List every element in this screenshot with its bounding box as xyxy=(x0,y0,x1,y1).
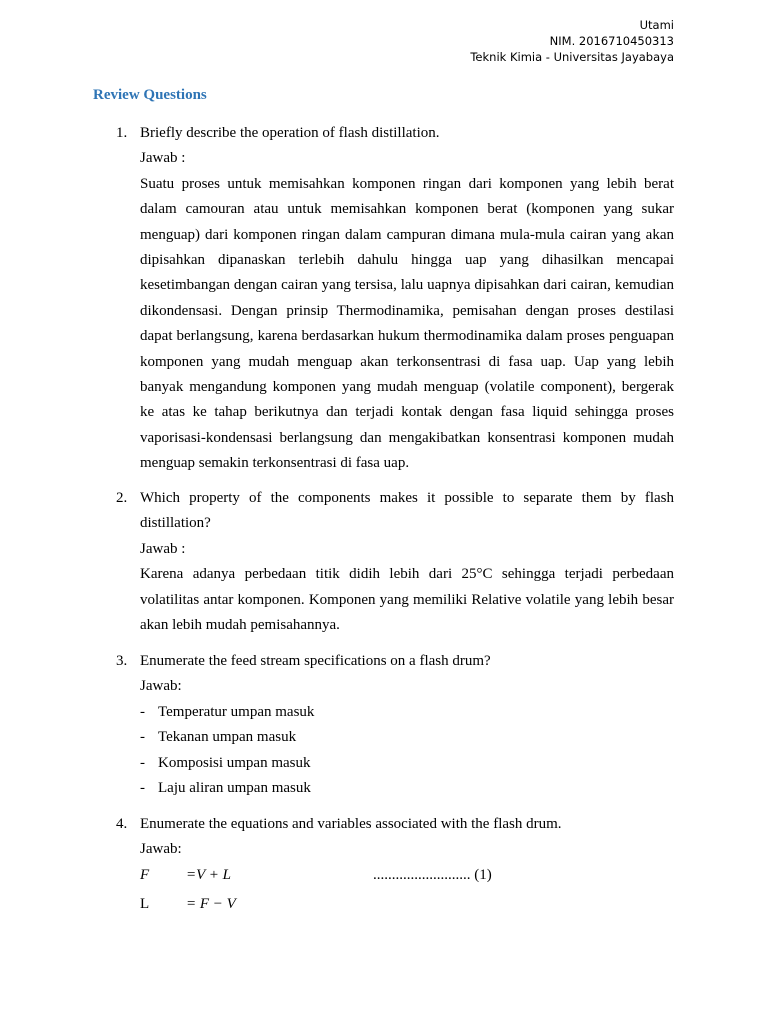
question-1 xyxy=(116,121,674,477)
bullet-dash: - xyxy=(140,703,145,720)
answer-label: Jawab : xyxy=(140,540,186,557)
question-4 xyxy=(116,812,674,918)
equation-row xyxy=(140,863,674,888)
affiliation: Teknik Kimia - Universitas Jayabaya xyxy=(470,50,674,64)
section-title: Review Questions xyxy=(93,87,207,103)
list-item xyxy=(140,725,674,750)
equation-lhs: F xyxy=(140,866,150,883)
equation-rhs: = F − V xyxy=(186,896,236,913)
list-item xyxy=(140,776,674,801)
question-3 xyxy=(116,649,674,801)
equation-rhs: =V + L xyxy=(186,866,231,883)
equation-row xyxy=(140,892,674,917)
question-number: 3. xyxy=(116,653,128,669)
question-number: 1. xyxy=(116,125,128,141)
equation-lhs: L xyxy=(140,896,150,913)
question-number: 4. xyxy=(116,816,128,832)
list-item xyxy=(140,700,674,725)
page-header xyxy=(470,17,674,65)
question-2 xyxy=(116,486,674,638)
equation-reference: .......................... (1) xyxy=(373,866,492,883)
author-name: Utami xyxy=(639,18,674,32)
question-text: Which property of the components makes it possible to separate them by flash distillation? xyxy=(140,490,674,532)
bullet-dash: - xyxy=(140,729,145,746)
answer-label: Jawab: xyxy=(140,841,182,858)
answer-text: Suatu proses untuk memisahkan komponen ringan dari komponen yang lebih berat dalam camouran atau untuk memisahkan komponen berat (komponen yang sukar menguap) dari komponen ringan dalam campuran dimana mula-mula cairan yang akan dipisahkan dipanaskan terlebih dahulu hingga uap yang dihasilkan mencapai kesetimbangan dengan cairan yang tersisa, lalu uapnya dipisahkan dari cairan, kemudian dikondensasi. Dengan prinsip Thermodinamika, pemisahan dengan proses destilasi dapat berlangsung, karena berdasarkan hukum thermodinamika dalam proses penguapan komponen yang mudah menguap akan terkonsentrasi di fasa uap. Uap yang lebih banyak mengandung komponen yang mudah menguap (volatile component), bergerak ke atas ke tahap berikutnya dan terjadi kontak dengan fasa liquid sehingga proses vaporisasi-kondensasi berlangsung dan mengakibatkan konsentrasi komponen mudah menguap semakin terkonsentrasi di fasa uap. xyxy=(140,175,674,472)
list-item-text: Temperatur umpan masuk xyxy=(158,703,315,720)
question-number: 2. xyxy=(116,490,128,506)
bullet-dash: - xyxy=(140,754,145,771)
bullet-dash: - xyxy=(140,780,145,797)
answer-text: Karena adanya perbedaan titik didih lebih dari 25°C sehingga terjadi perbedaan volatilitas antar komponen. Komponen yang memiliki Relative volatile yang lebih besar akan lebih mudah pemisahannya. xyxy=(140,566,674,634)
list-item xyxy=(140,751,674,776)
answer-list xyxy=(140,700,674,802)
list-item-text: Komposisi umpan masuk xyxy=(158,754,311,771)
list-item-text: Tekanan umpan masuk xyxy=(158,729,297,746)
answer-label: Jawab: xyxy=(140,678,182,695)
question-text: Enumerate the equations and variables associated with the flash drum. xyxy=(140,816,562,832)
question-text: Enumerate the feed stream specifications on a flash drum? xyxy=(140,653,491,669)
answer-label: Jawab : xyxy=(140,150,186,167)
question-text: Briefly describe the operation of flash distillation. xyxy=(140,125,440,141)
student-id: NIM. 2016710450313 xyxy=(549,34,674,48)
list-item-text: Laju aliran umpan masuk xyxy=(158,780,311,797)
